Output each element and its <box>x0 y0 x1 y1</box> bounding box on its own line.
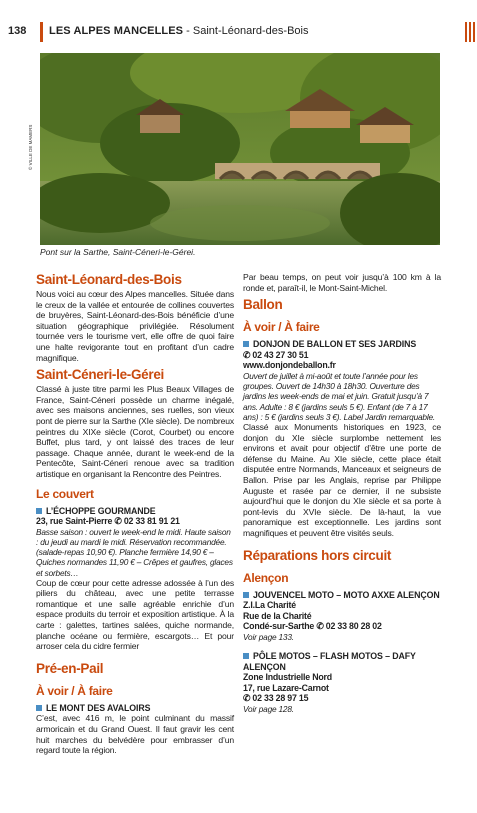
entry-pole-motos-name: PÔLE MOTOS – FLASH MOTOS – DAFY ALENÇON <box>243 651 416 672</box>
heading-a-voir-a-faire-pre: À voir / À faire <box>36 683 113 698</box>
heading-saint-leonard: Saint-Léonard-des-Bois <box>36 272 182 287</box>
photo-bridge <box>40 53 440 245</box>
photo-illustration <box>40 53 440 245</box>
location-name: Saint-Léonard-des-Bois <box>192 25 309 37</box>
entry-pole-motos-line3: ✆ 02 33 28 97 15 <box>243 693 309 704</box>
heading-alencon: Alençon <box>243 570 289 585</box>
entry-jouvencel-name: JOUVENCEL MOTO – MOTO AXXE ALENÇON <box>243 590 441 601</box>
text-saint-leonard: Nous voici au cœur des Alpes mancelles. Située dans le creux de la vallée et entourée de collines couvertes de bruyères, Saint-Léonard-des-Bois bénéficie d’une situation géographique privilégiée. Résolument tournée vers le tourisme vert, elle offre de quoi faire une halte revigorante tout en profitant d’un cadre magnifique. <box>36 289 234 363</box>
heading-ballon: Ballon <box>243 297 283 313</box>
text-saint-ceneri: Classé à juste titre parmi les Plus Beaux Villages de France, Saint-Céneri possède un charme inégalé, avec ses maisons anciennes, ses ruelles, son vieux pont de pierre sur la Sarthe (XIe siècle). De nombreux peintres du XIXe siècle (Corot, Courbet) ou encore Buffet, plus tard, y ont laissé des traces de leur passage. Chaque année, durant le week-end de la Pentecôte, Saint-Céneri renoue avec sa tradition artistique en organisant la Rencontre des Peintres. <box>36 384 234 479</box>
entry-donjon-hours: Ouvert de juillet à mi-août et toute l’année pour les groupes. Ouvert de 14h30 à 18h30. Ouverture des jardins les week-ends de mai et juin. Gratuit jusqu’à 7 ans. Adulte : 8 € (jardins seuls 5 €). Enfant (de 7 à 17 ans) : 5 € (jardins seuls 3 €). Label Jardin remarquable. <box>243 370 435 422</box>
entry-mont-avaloirs-name: LE MONT DES AVALOIRS <box>36 703 234 714</box>
page-header <box>0 22 477 42</box>
heading-saint-ceneri: Saint-Céneri-le-Gérei <box>36 367 164 383</box>
bullet-square-icon <box>36 508 42 514</box>
header-bar <box>40 22 477 42</box>
heading-le-couvert: Le couvert <box>36 486 94 501</box>
photo-caption: Pont sur la Sarthe, Saint-Céneri-le-Gérei. <box>40 247 196 257</box>
running-title <box>49 25 308 37</box>
entry-echoppe-address: 23, rue Saint-Pierre ✆ 02 33 81 91 21 <box>36 516 180 527</box>
bullet-square-icon <box>243 653 249 659</box>
entry-donjon-phone: ✆ 02 43 27 30 51 <box>243 349 309 360</box>
entry-pole-motos-line1: Zone Industrielle Nord <box>243 672 332 683</box>
entry-jouvencel-line1: Z.I.La Charité <box>243 600 296 611</box>
bullet-square-icon <box>243 592 249 598</box>
text-continued: Par beau temps, on peut voir jusqu’à 100 km à la ronde et, paraît-il, le Mont-Saint-Michel. <box>243 272 441 293</box>
section-name: LES ALPES MANCELLES <box>49 25 184 37</box>
entry-jouvencel-ref: Voir page 133. <box>243 631 294 642</box>
entry-echoppe-name: L’ÉCHOPPE GOURMANDE <box>36 506 234 517</box>
entry-donjon-text: Classé aux Monuments historiques en 1923, ce donjon du XIe siècle surplombe nettement les environs et avait pour objectif d’être une porte de défense du Maine. Au XIe siècle, cette place était disputée entre Normands, Manceaux et seigneurs de Ballon. Prise par les Anglais, reprise par Philippe Auguste et rasée par ce dernier, il ne subsiste aujourd’hui que le donjon du XIe siècle et sa porte à pont-levis du XVIe siècle. De là-haut, la vue panoramique est exceptionnelle. Les jardins sont magnifiques et peuvent être visités seuls. <box>243 421 441 538</box>
title-separator: - <box>183 25 193 37</box>
entry-jouvencel-line2: Rue de la Charité <box>243 610 312 621</box>
header-stripes <box>465 22 477 42</box>
entry-donjon-name: DONJON DE BALLON ET SES JARDINS <box>243 339 441 350</box>
entry-donjon-website[interactable]: www.donjondeballon.fr <box>243 360 336 371</box>
bullet-square-icon <box>243 341 249 347</box>
right-column <box>243 272 441 714</box>
entry-mont-avaloirs-text: C’est, avec 416 m, le point culminant du massif armoricain et du Grand Ouest. Il faut gravir les cent huit marches du belvédère pour embrasser d’un regard toute la région. <box>36 713 234 756</box>
page-number: 138 <box>8 25 27 37</box>
photo-credit: © VILLE DE MAMERS <box>28 124 33 170</box>
heading-pre-en-pail: Pré-en-Pail <box>36 660 104 676</box>
entry-echoppe-text: Coup de cœur pour cette adresse adossée à l’un des piliers du château, avec une petite terrasse romantique et une salle agréable enrichie d’un espace produits du terroir et exposition artistique. À la carte : galettes, tartines salées, quiche normande, planche océane ou fermière, escargots… Et pour arroser cela du cidre fermier <box>36 577 234 652</box>
heading-a-voir-a-faire-ballon: À voir / À faire <box>243 320 320 335</box>
heading-reparations: Réparations hors circuit <box>243 547 392 563</box>
bullet-square-icon <box>36 705 42 711</box>
entry-echoppe-hours: Basse saison : ouvert le week-end le midi. Haute saison : du jeudi au mardi le midi. Réservation recommandée. (salade-repas 10,90 €). Planche fermière 14,90 € – Quiches normandes 11,90 € – Crêpes et gaufres, glaces et sorbets… <box>36 526 233 578</box>
entry-pole-motos-line2: 17, rue Lazare-Carnot <box>243 682 329 693</box>
entry-pole-motos-ref: Voir page 128. <box>243 704 294 715</box>
entry-jouvencel-line3: Condé-sur-Sarthe ✆ 02 33 80 28 02 <box>243 621 382 632</box>
left-column <box>36 272 234 756</box>
